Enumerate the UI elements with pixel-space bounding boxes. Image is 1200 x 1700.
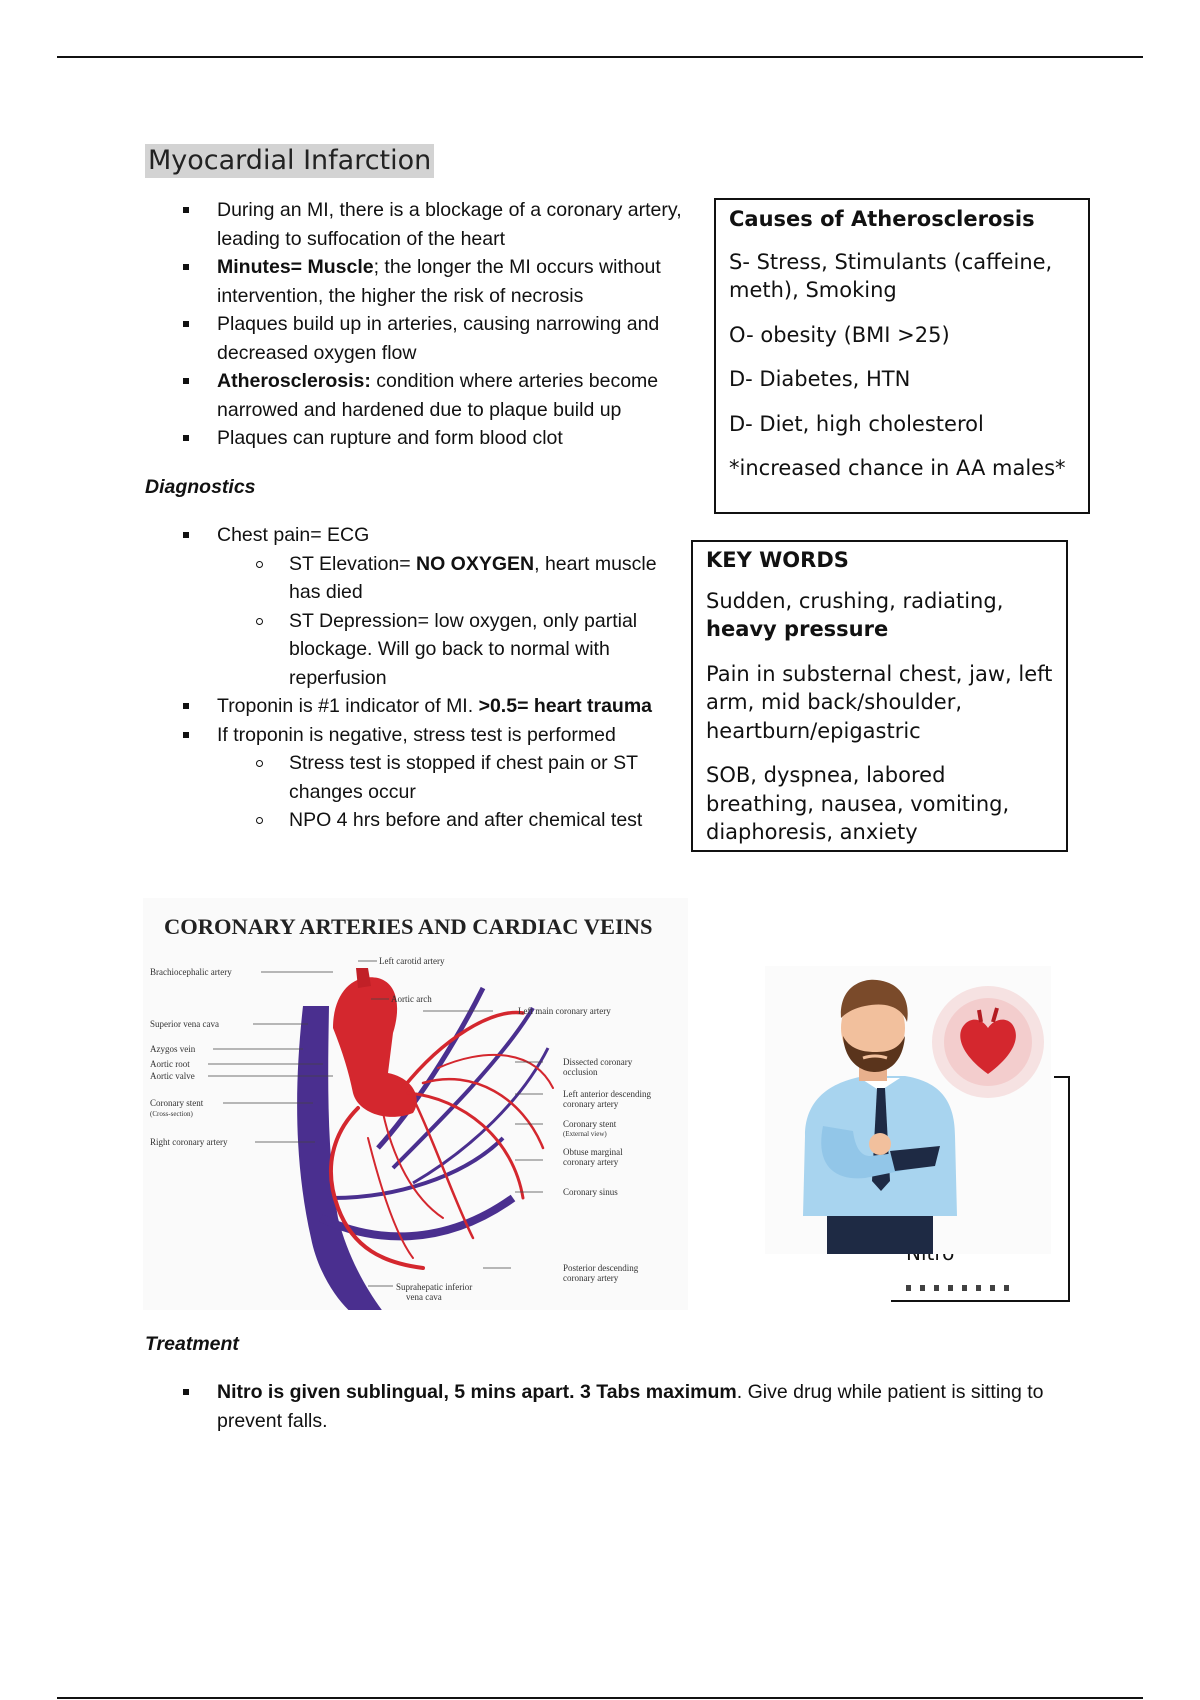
list-item: Troponin is #1 indicator of MI. >0.5= heart trauma	[145, 692, 690, 721]
causes-item: D- Diet, high cholesterol	[729, 411, 984, 436]
diagram-label: Dissected coronary	[563, 1057, 633, 1067]
list-item: Plaques build up in arteries, causing narrowing and decreased oxygen flow	[145, 310, 690, 367]
diagram-label: Aortic valve	[150, 1071, 195, 1081]
list-item: If troponin is negative, stress test is performed Stress test is stopped if chest pain or ST changes occur NPO 4 hrs before and after chemical test	[145, 721, 690, 835]
diagram-label: (Cross-section)	[150, 1110, 193, 1118]
causes-box	[714, 198, 1090, 514]
causes-item: O- obesity (BMI >25)	[729, 322, 950, 347]
diagram-label: Azygos vein	[150, 1044, 196, 1054]
treatment-heading: Treatment	[145, 1333, 239, 1355]
list-item: NPO 4 hrs before and after chemical test	[217, 806, 690, 835]
list-item: Chest pain= ECG ST Elevation= NO OXYGEN, heart muscle has died ST Depression= low oxygen, only partial blockage. Will go back to normal with reperfusion	[145, 521, 690, 692]
causes-item: *increased chance in AA males*	[729, 456, 1066, 480]
keywords-line: Sudden, crushing, radiating, heavy pressure	[706, 588, 1004, 641]
diagram-label: occlusion	[563, 1067, 598, 1077]
list-item: Atherosclerosis: condition where arteries become narrowed and hardened due to plaque build up	[145, 367, 690, 424]
diagram-label: Right coronary artery	[150, 1137, 228, 1147]
diagram-label: Aortic arch	[391, 994, 432, 1004]
list-item: Minutes= Muscle; the longer the MI occurs without intervention, the higher the risk of necrosis	[145, 253, 690, 310]
treatment-bullet-list	[145, 1378, 1065, 1435]
keywords-line: Pain in substernal chest, jaw, left arm, mid back/shoulder, heartburn/epigastric	[706, 661, 1053, 743]
intro-bullet-list	[145, 196, 690, 453]
sub-list	[217, 550, 690, 693]
list-item: Nitro is given sublingual, 5 mins apart. 3 Tabs maximum. Give drug while patient is sitting to prevent falls.	[145, 1378, 1065, 1435]
diagram-label: Left main coronary artery	[518, 1006, 611, 1016]
list-item: During an MI, there is a blockage of a coronary artery, leading to suffocation of the heart	[145, 196, 690, 253]
diagram-label: Aortic root	[150, 1059, 190, 1069]
nitro-text-cutoff	[906, 1285, 1016, 1291]
top-rule	[57, 56, 1143, 58]
keywords-line: SOB, dyspnea, labored breathing, nausea, vomiting, diaphoresis, anxiety	[706, 763, 1010, 844]
keywords-heading: KEY WORDS	[706, 548, 849, 572]
sub-list	[217, 749, 690, 835]
diagram-title: CORONARY ARTERIES AND CARDIAC VEINS	[164, 914, 653, 939]
causes-heading: Causes of Atherosclerosis	[729, 207, 1035, 231]
causes-item: D- Diabetes, HTN	[729, 367, 911, 391]
diagram-label: coronary artery	[563, 1157, 619, 1167]
causes-item: S- Stress, Stimulants (caffeine, meth), Smoking	[729, 249, 1053, 302]
diagram-label: Brachiocephalic artery	[150, 967, 232, 977]
diagram-label: Coronary stent	[150, 1098, 204, 1108]
list-item: Plaques can rupture and form blood clot	[145, 424, 690, 453]
diagram-label: Left carotid artery	[379, 956, 445, 966]
diagram-label: coronary artery	[563, 1273, 619, 1283]
diagram-label: Suprahepatic inferior	[396, 1282, 473, 1292]
list-item: Stress test is stopped if chest pain or ST changes occur	[217, 749, 690, 806]
diagram-label: Coronary stent	[563, 1119, 617, 1129]
list-item: ST Depression= low oxygen, only partial blockage. Will go back to normal with reperfusion	[217, 607, 690, 693]
diagram-label: Left anterior descending	[563, 1089, 651, 1099]
diagram-label: vena cava	[406, 1292, 442, 1302]
keywords-box	[691, 540, 1068, 852]
diagram-label: (External view)	[563, 1130, 607, 1138]
list-item: ST Elevation= NO OXYGEN, heart muscle has died	[217, 550, 690, 607]
page-title: Myocardial Infarction	[145, 144, 434, 178]
diagram-label: coronary artery	[563, 1099, 619, 1109]
coronary-diagram	[143, 898, 688, 1310]
diagram-label: Superior vena cava	[150, 1019, 219, 1029]
bottom-rule	[57, 1697, 1143, 1699]
diagram-label: Obtuse marginal	[563, 1147, 623, 1157]
diagnostics-heading: Diagnostics	[145, 476, 256, 498]
diagram-label: Coronary sinus	[563, 1187, 618, 1197]
diagram-label: Posterior descending	[563, 1263, 639, 1273]
diagnostics-bullet-list	[145, 521, 690, 835]
chest-pain-illustration	[765, 966, 1051, 1254]
